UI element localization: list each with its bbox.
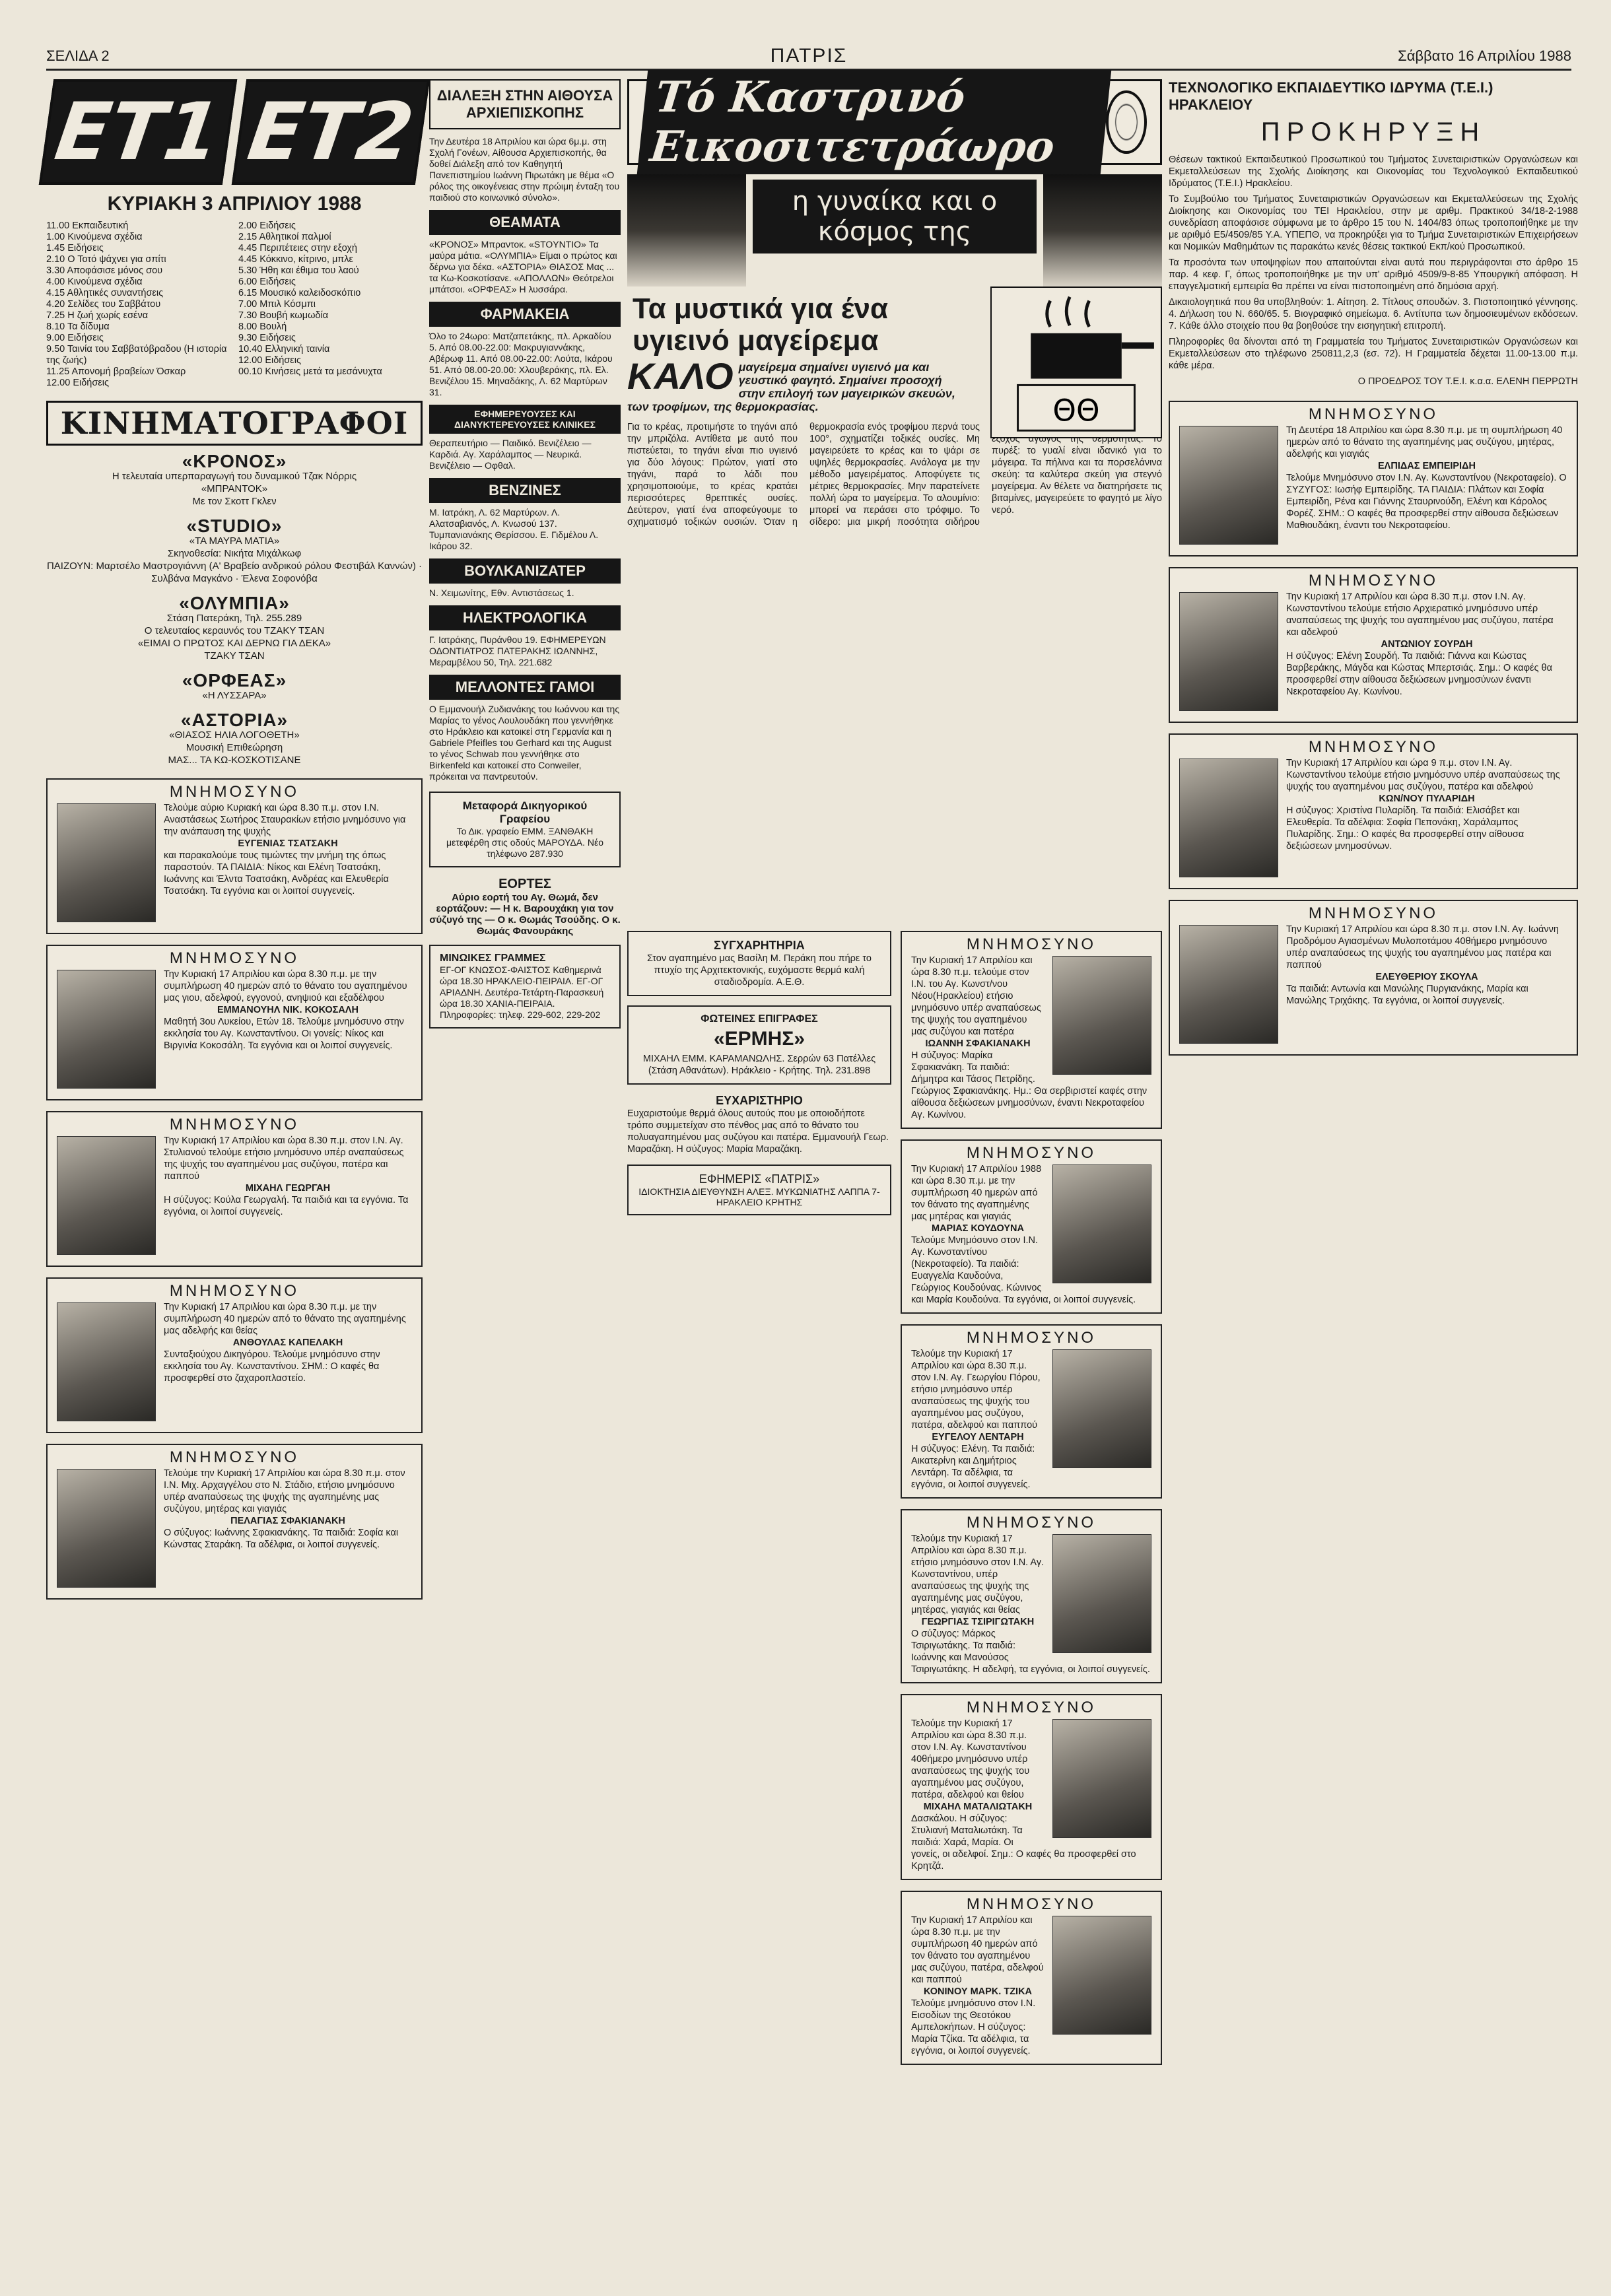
congrats-title: ΣΥΓΧΑΡΗΤΗΡΙΑ — [714, 939, 805, 952]
pharmacies-text: Όλο το 24ωρο: Ματζαπετάκης, πλ. Αρκαδίου 5. Από 08.00-22.00: Μακρυγιαννάκης, Αβέρωφ 11. Από 08.00-22.00: Λούτα, Ικάρου 51. Από 08.00-20.00: Χλουβεράκης, πλ. Ελ. Βενιζέλου 15. Μηναδάκης, Λ. 62 Μαρτύρων 31. — [429, 331, 613, 397]
memorial-name: ΕΥΓΕΝΙΑΣ ΤΣΑΤΣΑΚΗ — [238, 838, 338, 849]
et2-schedule — [238, 220, 423, 389]
memorial-heading: ΜΝΗΜΟΣΥΝΟ — [1308, 572, 1439, 590]
tv-schedule — [46, 220, 423, 389]
ferry-lines-box — [429, 945, 621, 1029]
weddings-header: ΜΕΛΛΟΝΤΕΣ ΓΑΜΟΙ — [429, 675, 621, 700]
cinema-entry — [46, 451, 423, 508]
city-seal-icon — [1106, 90, 1147, 154]
kastrino-banner — [627, 73, 1162, 172]
memorial-text: Την Κυριακή 17 Απριλίου και ώρα 8.30 π.μ. με την συμπλήρωση 40 ημερών από το θάνατο της αγαπημένης μας αδελφής και θείας — [164, 1302, 406, 1336]
women-section-header — [627, 174, 1162, 287]
ermis-text: ΜΙΧΑΗΛ ΕΜΜ. ΚΑΡΑΜΑΝΩΛΗΣ. Σερρών 63 Πατέλλες (Στάση Αθανάτων). Ηράκλειο - Κρήτης. Τηλ. 231.898 — [642, 1054, 876, 1076]
tv-program-line: 9.00 Ειδήσεις — [46, 333, 104, 343]
tv-program-line: 6.15 Μουσικό καλειδοσκόπιο — [238, 288, 361, 298]
memorial-notice — [1169, 733, 1578, 889]
name-days-title: ΕΟΡΤΕΣ — [498, 877, 551, 891]
memorial-name: ΕΥΓΕΛΟΥ ΛΕΝΤΑΡΗ — [932, 1432, 1024, 1442]
memorial-text: Την Κυριακή 17 Απριλίου και ώρα 8.30 π.μ. στον Ι.Ν. Αγ. Ιωάννη Προδρόμου Αγιασμένων Μυλοποτάμου 40θήμερο μνημόσυνο υπέρ αναπαύσεως της ψυχής του αγαπημένου μας πατέρα και παππού — [1286, 924, 1559, 970]
cinema-line: «ΜΠΡΑΝΤΟΚ» — [201, 483, 268, 494]
memorial-notice — [901, 1891, 1162, 2065]
memorial-notice — [1169, 900, 1578, 1056]
ermis-ad — [627, 1005, 891, 1085]
memorial-family: Τελούμε Μνημόσυνο στον Ι.Ν. Αγ. Κωνσταντίνου (Νεκροταφείο). Ο ΣΥΖΥΓΟΣ: Ιωσήφ Εμπειρίδης. ΤΑ ΠΑΙΔΙΑ: Πλάτων και Σοφία Εμπειρίδη, Ρένα και Γιάννης Σταυρινούδη, Ελένη και Κάρολος Φορέζ. ΣΗΜ.: Ο καφές θα προσφερθεί στην αίθουσα δεξιώσεων Μαθιουδάκη, έναντι του Νεκροταφείου. — [1286, 473, 1567, 531]
cinema-entry — [46, 593, 423, 662]
memorial-photo — [1052, 1349, 1151, 1468]
memorial-text: Τελούμε την Κυριακή 17 Απριλίου και ώρα 8.30 π.μ. στον Ι.Ν. Αγ. Γεωργίου Πόρου, ετήσιο μνημόσυνο υπέρ αναπαύσεως της ψυχής του αγαπημένου μας συζύγου, πατέρα, αδελφού και παππού — [911, 1349, 1041, 1431]
memorial-name: ΑΝΘΟΥΛΑΣ ΚΑΠΕΛΑΚΗ — [232, 1337, 343, 1348]
cinema-line: «ΘΙΑΣΟΣ ΗΛΙΑ ΛΟΓΟΘΕΤΗ» — [169, 729, 300, 741]
memorial-heading: ΜΝΗΜΟΣΥΝΟ — [1308, 738, 1439, 756]
weddings-text: Ο Εμμανουήλ Ζυδιανάκης του Ιωάννου και της Μαρίας το γένος Λουλουδάκη που γεννήθηκε στο Ηράκλειο και κατοικεί στη Γερμανία και η Gabriele Pfeifles του Gerhard και της August το γένος Schwab που γεννήθηκε στο Birkenfeld και κατοικεί στο Conweiler, πρόκειται να παντρευτούν. — [429, 704, 620, 782]
ferry-lines-title: ΜΙΝΩΙΚΕΣ ΓΡΑΜΜΕΣ — [440, 953, 546, 964]
memorial-heading: ΜΝΗΜΟΣΥΝΟ — [966, 1514, 1097, 1532]
announcement-signature: Ο ΠΡΟΕΔΡΟΣ ΤΟΥ Τ.Ε.Ι. κ.α.α. ΕΛΕΝΗ ΠΕΡΡΩΤΗ — [1357, 376, 1578, 387]
column-4 — [1169, 79, 1578, 2276]
memorial-family: Η σύζυγος: Χριστίνα Πυλαρίδη. Τα παιδιά: Ελισάβετ και Ελευθερία. Τα αδέλφια: Σοφία Πεπονάκη, Χαράλαμπος Πυλαρίδης. Σημ.: Ο καφές θα προσφερθεί στην αίθουσα δεξιώσεων μνημοσύνων. — [1286, 805, 1525, 852]
tv-program-line: 12.00 Ειδήσεις — [238, 355, 301, 366]
memorial-photo — [1179, 426, 1278, 545]
memorial-notice — [46, 1111, 423, 1267]
page-number: ΣΕΛΙΔΑ 2 — [46, 48, 110, 64]
memorial-name: ΙΩΑΝΝΗ ΣΦΑΚΙΑΝΑΚΗ — [925, 1038, 1031, 1049]
memorial-photo — [1052, 1534, 1151, 1653]
memorial-text: Τη Δευτέρα 18 Απριλίου και ώρα 8.30 π.μ. με τη συμπλήρωση 40 ημερών από το θάνατο της αγαπημένης μας συζύγου, μητέρας, αδελφής και γιαγιάς — [1286, 425, 1563, 459]
memorial-heading: ΜΝΗΜΟΣΥΝΟ — [966, 1895, 1097, 1913]
memorial-name: ΑΝΤΩΝΙΟΥ ΣΟΥΡΔΗ — [1381, 639, 1473, 650]
tv-program-line: 1.00 Κινούμενα σχέδια — [46, 232, 143, 242]
memorial-text: Την Κυριακή 17 Απριλίου και ώρα 8.30 π.μ. με την συμπλήρωση 40 ημερών από το θάνατο του αγαπημένου μας γιου, αδελφού, εγγονού, ανηψιού και εξαδέλφου — [164, 969, 407, 1003]
memorial-photo — [57, 803, 156, 922]
lecture-title: ΔΙΑΛΕΞΗ ΣΤΗΝ ΑΙΘΟΥΣΑ ΑΡΧΙΕΠΙΣΚΟΠΗΣ — [429, 79, 621, 129]
memorial-family: Η σύζυγος: Μαρίκα Σφακιανάκη. Τα παιδιά: Δήμητρα και Τάσος Πετρίδης. Γεώργιος Σφακιανάκης. Ημ.: Θα σερβιριστεί καφές στην αίθουσα δεξιώσεων μνημοσύνων, έναντι Νεκροταφείου Αγ. Κωνίνου. — [911, 1050, 1148, 1120]
patris-text: ΙΔΙΟΚΤΗΣΙΑ ΔΙΕΥΘΥΝΣΗ ΑΛΕΞ. ΜΥΚΩΝΙΑΤΗΣ ΛΑΠΠΑ 7-ΗΡΑΚΛΕΙΟ ΚΡΗΤΗΣ — [638, 1186, 880, 1207]
memorial-text: Την Κυριακή 17 Απριλίου και ώρα 8.30 π.μ. με την συμπλήρωση 40 ημερών από τον θάνατο του αγαπημένου μας συζύγου, πατέρα, αδελφού και παππού — [911, 1915, 1044, 1985]
cinema-line: ΤΖΑΚΥ ΤΣΑΝ — [204, 650, 265, 661]
cinema-name: «ΚΡΟΝΟΣ» — [182, 451, 287, 471]
tv-program-line: 00.10 Κινήσεις μετά τα μεσάνυχτα — [238, 366, 382, 377]
clinics-text: Θεραπευτήριο — Παιδικό. Βενιζέλειο — Καρδιά. Αγ. Χαράλαμπος — Νευρικά. Βενιζέλειο — Οφθαλ. — [429, 438, 592, 471]
tv-program-line: 9.50 Ταινία του Σαββατόβραδου (Η ιστορία της ζωής) — [46, 344, 227, 366]
portrait-left — [627, 174, 746, 287]
announcement-p5: Πληροφορίες θα δίνονται από τη Γραμματεία του Τμήματος Συνεταιριστικών Οργανώσεων και Εκμεταλλεύσεων στο τηλέφωνο 250811,2,3 (εσ. 72). Η Γραμματεία δέχεται 11.00-13.00 π.μ. κάθε μέρα. — [1169, 337, 1578, 371]
office-move-notice — [429, 792, 621, 867]
tv-program-line: 3.30 Αποφάσισε μόνος σου — [46, 265, 163, 276]
tv-program-line: 10.40 Ελληνική ταινία — [238, 344, 330, 355]
cinema-entry — [46, 670, 423, 702]
announcement-title: ΠΡΟΚΗΡΥΞΗ — [1260, 118, 1486, 147]
ferry-lines-text: ΕΓ-ΟΓ ΚΝΩΣΟΣ-ΦΑΙΣΤΟΣ Καθημερινά ώρα 18.30 ΗΡΑΚΛΕΙΟ-ΠΕΙΡΑΙΑ. ΕΓ-ΟΓ ΑΡΙΑΔΝΗ. Δευτέρα-Τετάρτη-Παρασκευή ώρα 18.30 ΧΑΝΙΑ-ΠΕΙΡΑΙΑ. Πληροφορίες: τηλεφ. 229-602, 229-202 — [440, 964, 604, 1020]
cinema-line: ΜΑΣ... ΤΑ ΚΩ-ΚΟΣΚΟΤΙΣΑΝΕ — [168, 755, 301, 766]
memorial-family: Η σύζυγος: Ελένη. Τα παιδιά: Αικατερίνη και Δημήτριος Λεντάρη. Τα αδέλφια, τα εγγόνια, οι λοιποί συγγενείς. — [911, 1444, 1035, 1490]
memorial-photo — [1179, 592, 1278, 711]
electricians-header: ΗΛΕΚΤΡΟΛΟΓΙΚΑ — [429, 605, 621, 630]
patris-ad — [627, 1165, 891, 1215]
memorial-family: Η σύζυγος: Κούλα Γεωργαλή. Τα παιδιά και τα εγγόνια. Τα εγγόνια, οι λοιποί συγγενείς. — [164, 1195, 409, 1217]
memorial-text: Τελούμε την Κυριακή 17 Απριλίου και ώρα 8.30 π.μ. στον Ι.Ν. Αγ. Κωνσταντίνου 40θήμερο μνημόσυνο υπέρ αναπαύσεως της ψυχής του αγαπημένου μας συζύγου, πατέρα, αδελφού και θείου — [911, 1718, 1030, 1800]
office-move-text: Το Δικ. γραφείο ΕΜΜ. ΞΑΝΘΑΚΗ μετεφέρθη στις οδούς ΜΑΡΟΥΔΑ. Νέο τηλέφωνο 287.930 — [446, 826, 604, 859]
memorial-heading: ΜΝΗΜΟΣΥΝΟ — [169, 783, 300, 801]
memorial-heading: ΜΝΗΜΟΣΥΝΟ — [1308, 405, 1439, 423]
clinics-header: ΕΦΗΜΕΡΕΥΟΥΣΕΣ ΚΑΙ ΔΙΑΝΥΚΤΕΡΕΥΟΥΣΕΣ ΚΛΙΝΙΚΕΣ — [429, 405, 621, 434]
cooking-pot-icon — [990, 287, 1162, 438]
congrats-box — [627, 931, 891, 996]
memorial-photo — [57, 1136, 156, 1255]
memorial-name: ΜΑΡΙΑΣ ΚΟΥΔΟΥΝΑ — [931, 1223, 1024, 1234]
memorial-text: Την Κυριακή 17 Απριλίου και ώρα 8.30 π.μ. στον Ι.Ν. Αγ. Κωνσταντίνου τελούμε ετήσιο Αρχιερατικό μνημόσυνο υπέρ αναπαύσεως της ψυχής του αγαπημένου μας συζύγου, πατέρα και αδελφού — [1286, 591, 1554, 638]
lecture-text: Την Δευτέρα 18 Απριλίου και ώρα 6μ.μ. στη Σχολή Γονέων, Αίθουσα Αρχιεπισκοπής, θα δοθεί Διάλεξη από τον Καθηγητή Πανεπιστημίου Ιωάννη Πιρωτάκη με θέμα «Ο ρόλος της οικογένειας στην πρώιμη ένταξη του παιδιού στο κοινωνικό σύνολο». — [429, 136, 620, 203]
tv-program-line: 7.00 Μπιλ Κόσμπι — [238, 299, 316, 310]
thanks-title: ΕΥΧΑΡΙΣΤΗΡΙΟ — [716, 1094, 803, 1107]
tire-shops-text: Ν. Χειμωνίτης, Εθν. Αντιστάσεως 1. — [429, 588, 574, 598]
memorial-family: Ο σύζυγος: Ιωάννης Σφακιανάκης. Τα παιδιά: Σοφία και Κώνστας Σταράκη. Τα αδέλφια, οι λοιποί συγγενείς. — [164, 1528, 399, 1550]
tv-program-line: 9.30 Ειδήσεις — [238, 333, 296, 343]
cinema-entry — [46, 516, 423, 585]
column-1 — [46, 79, 423, 2276]
memorial-list-col1 — [46, 778, 423, 1600]
memorial-photo — [57, 1469, 156, 1588]
et1-schedule — [46, 220, 230, 389]
memorial-heading: ΜΝΗΜΟΣΥΝΟ — [169, 949, 300, 967]
tv-program-line: 7.25 Η ζωή χωρίς εσένα — [46, 310, 149, 321]
cinema-line: Μουσική Επιθεώρηση — [186, 742, 283, 753]
memorial-notice — [901, 1139, 1162, 1314]
tv-program-line: 1.45 Ειδήσεις — [46, 243, 104, 253]
tv-program-line: 7.30 Βουβή κωμωδία — [238, 310, 329, 321]
electricians-text: Γ. Ιατράκης, Πυράνθου 19. ΕΦΗΜΕΡΕΥΩΝ ΟΔΟΝΤΙΑΤΡΟΣ ΠΑΤΕΡΑΚΗΣ ΙΩΑΝΝΗΣ, Μεραμβέλου 50, Τηλ. 221.682 — [429, 634, 606, 667]
institution-name: ΤΕΧΝΟΛΟΓΙΚΟ ΕΚΠΑΙΔΕΥΤΙΚΟ ΙΔΡΥΜΑ (Τ.Ε.Ι.) ΗΡΑΚΛΕΙΟΥ — [1169, 79, 1493, 113]
memorial-notice — [901, 1324, 1162, 1499]
memorial-notice — [901, 1694, 1162, 1880]
tv-program-line: 4.15 Αθλητικές συναντήσεις — [46, 288, 164, 298]
memorial-notice — [901, 1509, 1162, 1683]
cinema-line: «Η ΛΥΣΣΑΡΑ» — [202, 690, 267, 701]
patris-title: ΕΦΗΜΕΡΙΣ «ΠΑΤΡΙΣ» — [699, 1172, 820, 1186]
tv-logos — [46, 79, 423, 185]
tei-announcement — [1169, 79, 1578, 388]
column-2 — [429, 79, 621, 2276]
tv-program-line: 8.10 Τα δίδυμα — [46, 321, 110, 332]
tv-program-line: 4.45 Περιπέτειες στην εξοχή — [238, 243, 357, 253]
memorial-photo — [1052, 956, 1151, 1075]
memorial-photo — [1179, 925, 1278, 1044]
cinema-line: Στάση Πατεράκη, Τηλ. 255.289 — [166, 613, 302, 624]
et1-logo: ΕΤ1 — [39, 79, 237, 185]
cinema-name: «ΟΡΦΕΑΣ» — [182, 670, 287, 691]
tv-program-line: 6.00 Ειδήσεις — [238, 277, 296, 287]
memorial-family: Μαθητή 3ου Λυκείου, Ετών 18. Τελούμε μνημόσυνο στην εκκλησία του Αγ. Κωνσταντίνου. Οι γονείς: Νίκος και Βιργινία Κοκοσάλη. Τα εγγόνια και οι λοιποί συγγενείς. — [164, 1017, 404, 1051]
memorial-text: Την Κυριακή 17 Απριλίου και ώρα 8.30 π.μ. τελούμε στον Ι.Ν. του Αγ. Κωνστ/νου Νέου(Ηρακλείου) ετήσιο μνημόσυνο υπέρ αναπαύσεως της ψυχής του αγαπημένου μας συζύγου και πατέρα — [911, 955, 1041, 1037]
memorial-heading: ΜΝΗΜΟΣΥΝΟ — [1308, 904, 1439, 922]
column-3 — [627, 73, 1162, 2276]
memorial-list-col4 — [1169, 401, 1578, 1056]
memorial-family: Συνταξιούχου Δικηγόρου. Τελούμε μνημόσυνο στην εκκλησία του Αγ. Κωνσταντίνου. ΣΗΜ.: Ο καφές θα προσφερθεί στο ζαχαροπλαστείο. — [164, 1349, 380, 1384]
gas-stations-header: ΒΕΝΖΙΝΕΣ — [429, 478, 621, 503]
memorial-family: Τελούμε Μνημόσυνο στον Ι.Ν. Αγ. Κωνσταντίνου (Νεκροταφείο). Τα παιδιά: Ευαγγελία Καυδούνα, Γεώργιος Κουδούνας. Κώνινος και Μαρία Κουδούνα. Τα εγγόνια, οι λοιποί συγγενείς. — [911, 1235, 1136, 1305]
memorial-text: Τελούμε την Κυριακή 17 Απριλίου και ώρα 8.30 π.μ. ετήσιο μνημόσυνο στον Ι.Ν. Αγ. Κωνσταντίνου, υπέρ αναπαύσεως της ψυχής της αγαπημένης μας συζύγου, μητέρας, γιαγιάς και θείας — [911, 1534, 1045, 1615]
ermis-head: ΦΩΤΕΙΝΕΣ ΕΠΙΓΡΑΦΕΣ — [701, 1013, 818, 1025]
memorial-family: Δασκάλου. Η σύζυγος: Στυλιανή Ματαλιωτάκη. Τα παιδιά: Χαρά, Μαρία. Οι γονείς, οι αδελφοί. Σημ.: Ο καφές θα προσφερθεί στο Κρητζά. — [911, 1813, 1136, 1872]
office-move-title: Μεταφορά Δικηγορικού Γραφείου — [462, 799, 588, 825]
thanks-text: Ευχαριστούμε θερμά όλους αυτούς που με οποιοδήποτε τρόπο συμμετείχαν στο πένθος μας από το θάνατο του πολυαγαπημένου μας συζύγου και πατέρα. Εμμανουήλ Γεωρ. Μαραζάκη. Η σύζυγος: Μαρία Μαραζάκη. — [627, 1108, 889, 1155]
tv-program-line: 2.00 Ειδήσεις — [238, 220, 296, 231]
congrats-text: Στον αγαπημένο μας Βασίλη Μ. Περάκη που πήρε το πτυχίο της Αρχιτεκτονικής, ευχόμαστε θερμά καλή σταδιοδρομία. Α.Ε.Θ. — [647, 953, 872, 988]
memorial-text: Την Κυριακή 17 Απριλίου 1988 και ώρα 8.30 π.μ. με την συμπλήρωση 40 ημερών από τον θάνατο της αγαπημένης μας μητέρας και γιαγιάς — [911, 1164, 1042, 1222]
theamata-text: «ΚΡΟΝΟΣ» Μπραντοκ. «STOYNTIO» Τα μαύρα μάτια. «ΟΛΥΜΠΙΑ» Είμαι ο πρώτος και δέρνω για δέκα. «ΑΣΤΟΡΙΑ» ΘΙΑΣΟΣ Μας ... τα Κω-Κοσκοτίσανε. «ΑΠΟΛΛΩΝ» Θεότρελοι μπάτσοι. «ΟΡΦΕΑΣ» Η λυσσάρα. — [429, 239, 617, 294]
cinema-line: ΠΑΙΖΟΥΝ: Μαρτσέλο Μαστρογιάννη (Α' Βραβείο ανδρικού ρόλου Φεστιβάλ Καννών) · Συλβάνα Μαγκάνο · Έλενα Σοφονόβα — [46, 560, 423, 584]
tv-program-line: 4.00 Κινούμενα σχέδια — [46, 277, 143, 287]
memorial-photo — [57, 1302, 156, 1421]
memorial-name: ΕΜΜΑΝΟΥΗΛ ΝΙΚ. ΚΟΚΟΣΑΛΗ — [217, 1005, 359, 1015]
cinema-line: Με τον Σκοττ Γκλεν — [192, 496, 277, 507]
article-body: Για το κρέας, προτιμήστε το τηγάνι από την μπριζόλα. Αντίθετα με αυτό που πιστεύεται, το τηγάνι είναι πιο υγιεινό για δύο λόγους: Πρώτον, γιατί στο τηγάνι, παρά το λάδι που χρησιμοποιούμε, το κρέας κρατάει περισσότερες θρεπτικές ουσίες. Δεύτερον, γιατί ένα αποφεύγουμε το σχηματισμό τοξικών ουσιών. Όταν η θερμοκρασία ενός τροφίμου περνά τους 100°, σχηματίζει τοξικές ουσίες. Μη μαγειρεύετε το κρέας και το ψάρι σε υψηλές θερμοκρασίες. Ανάλογα με την μέθοδο μαγειρέματος. Αποφύγετε τις μέτριες θερμοκρασίες. Μην παρατείνετε πολλή ώρα το μαγείρεμα. Το αλουμίνιο: μπορεί να περάσει στο τρόφιμο. Το σίδερο: μια μικρή ποσότητα σιδήρου περνάει στα τρόφιμα. Ο χαλκός: είναι έξοχος αγωγός της θερμότητας. Το πυρέξ: το γυαλί είναι ιδανικό για το μάγειρα. Τα πήλινα και τα πορσελάνινα σκεύη: τα καλύτερα σκεύη για στεγνό μαγείρεμα. Αν θέλετε να διατηρήσετε τις βιταμίνες, μαγειρεύετε το φαγητό με λίγο νερό. — [627, 422, 1162, 527]
cinema-line: «ΕΙΜΑΙ Ο ΠΡΩΤΟΣ ΚΑΙ ΔΕΡΝΩ ΓΙΑ ΔΕΚΑ» — [137, 638, 331, 649]
memorial-text: Την Κυριακή 17 Απριλίου και ώρα 9 π.μ. στον Ι.Ν. Αγ. Κωνσταντίνου τελούμε ετήσιο μνημόσυνο υπέρ αναπαύσεως της ψυχής του αγαπημένου μας συζύγου, πατέρα και αδελφού — [1286, 758, 1560, 792]
tv-program-line: 11.25 Απονομή βραβείων Όσκαρ — [46, 366, 186, 377]
memorial-notice — [46, 778, 423, 934]
memorial-text: Τελούμε αύριο Κυριακή και ώρα 8.30 π.μ. στον Ι.Ν. Αναστάσεως Σωτήρος Σταυρακίων ετήσιο μνημόσυνο για την ανάπαυση της ψυχής — [164, 803, 406, 837]
tv-program-line: 2.15 Αθλητικοί παλμοί — [238, 232, 331, 242]
memorial-notice — [46, 1444, 423, 1600]
tire-shops-header: ΒΟΥΛΚΑΝΙΖΑΤΕΡ — [429, 558, 621, 584]
memorial-name: ΕΛΠΙΔΑΣ ΕΜΠΕΙΡΙΔΗ — [1378, 461, 1476, 471]
cinema-list — [46, 451, 423, 766]
memorial-name: ΕΛΕΥΘΕΡΙΟΥ ΣΚΟΥΛΑ — [1375, 972, 1478, 982]
memorial-family: και παρακαλούμε τους τιμώντες την μνήμη της όπως παραστούν. ΤΑ ΠΑΙΔΙΑ: Νίκος και Ελένη Τσατσάκη, Ιωάννης και Έλντα Τσατσάκη, Ανδρέας και Ελευθερία Τσατσάκη. Τα εγγόνια και οι λοιποί συγγενείς. — [164, 850, 389, 896]
memorial-heading: ΜΝΗΜΟΣΥΝΟ — [966, 935, 1097, 953]
masthead: ΠΑΤΡΙΣ — [770, 45, 848, 67]
memorial-photo — [57, 970, 156, 1089]
cinema-line: Ο τελευταίος κεραυνός του ΤΖΑΚΥ ΤΣΑΝ — [144, 625, 325, 636]
svg-text:ΘΘ: ΘΘ — [1052, 393, 1100, 428]
banner-title: Τό Καστρινό Εικοσιτετράωρο — [637, 70, 1112, 174]
memorial-name: ΓΕΩΡΓΙΑΣ ΤΣΙΡΙΓΩΤΑΚΗ — [921, 1617, 1035, 1627]
tv-program-line: 5.30 Ήθη και έθιμα του λαού — [238, 265, 359, 276]
page-header — [46, 45, 1571, 71]
memorial-heading: ΜΝΗΜΟΣΥΝΟ — [966, 1329, 1097, 1347]
memorial-name: ΜΙΧΑΗΛ ΜΑΤΑΛΙΩΤΑΚΗ — [923, 1802, 1033, 1812]
ermis-name: «ΕΡΜΗΣ» — [713, 1028, 806, 1050]
cinema-name: «ΑΣΤΟΡΙΑ» — [180, 710, 289, 730]
cinema-line: Σκηνοθεσία: Νικήτα Μιχάλκωφ — [167, 548, 302, 559]
tv-program-line: 4.20 Σελίδες του Σαββάτου — [46, 299, 161, 310]
memorial-name: ΚΩΝ/ΝΟΥ ΠΥΛΑΡΙΔΗ — [1379, 793, 1475, 804]
memorial-notice — [46, 945, 423, 1100]
tv-program-line: 11.00 Εκπαιδευτική — [46, 220, 129, 231]
memorial-text: Την Κυριακή 17 Απριλίου και ώρα 8.30 π.μ. στον Ι.Ν. Αγ. Στυλιανού τελούμε ετήσιο μνημόσυνο υπέρ αναπαύσεως της ψυχής του αγαπημένου μας συζύγου, πατέρα και παππού — [164, 1135, 404, 1182]
memorial-name: ΠΕΛΑΓΙΑΣ ΣΦΑΚΙΑΝΑΚΗ — [230, 1516, 345, 1526]
pharmacies-header: ΦΑΡΜΑΚΕΙΑ — [429, 302, 621, 327]
memorial-name: ΚΟΝΙΝΟΥ ΜΑΡΚ. ΤΖΙΚΑ — [923, 1986, 1033, 1997]
tv-program-line: 12.00 Ειδήσεις — [46, 378, 109, 388]
memorial-family: Τα παιδιά: Αντωνία και Μανώλης Πυργιανάκης, Μαρία και Μανώλης Τριχάκης. Τα εγγόνια, οι λοιποί συγγενείς. — [1286, 984, 1528, 1006]
cinema-line: Η τελευταία υπερπαραγωγή του δυναμικού Τζακ Νόρρις — [112, 471, 357, 482]
tv-program-line: 4.45 Κόκκινο, κίτρινο, μπλε — [238, 254, 354, 265]
memorial-family: Τελούμε μνημόσυνο στον Ι.Ν. Εισοδίων της Θεοτόκου Αμπελοκήπων. Η σύζυγος: Μαρία Τζίκα. Τα αδέλφια, τα εγγόνια, οι λοιποί συγγενείς. — [911, 1998, 1036, 2056]
memorial-family: Η σύζυγος: Ελένη Σουρδή. Τα παιδιά: Γιάννα και Κώστας Βαρβεράκης, Μάγδα και Κώστας Μπερτσιάς. Σημ.: Ο καφές θα προσφερθεί στην αίθουσα δεξιώσεων μνημοσύνων έναντι Νεκροταφείου Αγ. Κωνίνου. — [1286, 651, 1552, 697]
memorial-notice — [1169, 567, 1578, 723]
memorial-heading: ΜΝΗΜΟΣΥΝΟ — [966, 1144, 1097, 1162]
col3-left-stack — [627, 931, 891, 2076]
cooking-article — [627, 293, 1162, 923]
announcement-p2: Το Συμβούλιο του Τμήματος Συνεταιριστικών Οργανώσεων και Εκμεταλλεύσεων της Σχολής Διοίκησης και Οικονομίας του ΤΕΙ Ηρακλείου, στην με αριθμ. Πρακτικού 34/18-2-1988 συνεδρίαση αποφάσισε σύμφωνα με το άρθρο 15 του Ν. 1404/83 όπως τροποποιήθηκε με την με αριθμό Ε5/4509/85 Υ.Α. ΥΠΕΠΘ, να προκηρύξει για το Τμήμα Συνεταιριστικών Επιχειρήσεων και Νομικών Μαθημάτων τις παρακάτω κενές θέσεις τακτικού Εκπ/κού Προσωπικού. — [1169, 194, 1578, 252]
memorial-photo — [1179, 759, 1278, 877]
announcement-p1: Θέσεων τακτικού Εκπαιδευτικού Προσωπικού του Τμήματος Συνεταιριστικών Οργανώσεων και Εκμεταλλεύσεων της Σχολής Διοίκησης και Οικονομίας του Τεχνολογικού Εκπαιδευτικού Ιδρύματος (Τ.Ε.Ι.) Ηρακλείου. — [1169, 154, 1578, 189]
issue-date: Σάββατο 16 Απριλίου 1988 — [1398, 48, 1571, 64]
memorial-notice — [901, 931, 1162, 1129]
memorial-heading: ΜΝΗΜΟΣΥΝΟ — [169, 1282, 300, 1300]
memorial-heading: ΜΝΗΜΟΣΥΝΟ — [966, 1699, 1097, 1716]
memorial-photo — [1052, 1165, 1151, 1283]
memorial-name: ΜΙΧΑΗΛ ΓΕΩΡΓΑΗ — [245, 1183, 331, 1194]
tv-program-line: 8.00 Βουλή — [238, 321, 287, 332]
et2-logo: ΕΤ2 — [232, 79, 430, 185]
tv-program-line: 2.10 Ο Τοτό ψάχνει για σπίτι — [46, 254, 166, 265]
memorial-photo — [1052, 1916, 1151, 2035]
theamata-header: ΘΕΑΜΑΤΑ — [429, 210, 621, 235]
name-days-text: Αύριο εορτή του Αγ. Θωμά, δεν εορτάζουν: — Η κ. Βαρουχάκη για τον σύζυγό της — Ο κ. Θωμάς Τσούδης. Ο κ. Θωμάς Φανουράκης — [429, 892, 621, 937]
memorial-text: Τελούμε την Κυριακή 17 Απριλίου και ώρα 8.30 π.μ. στον Ι.Ν. Μιχ. Αρχαγγέλου στο Ν. Στάδιο, ετήσιο μνημόσυνο υπέρ αναπαύσεως της ψυχής της αγαπημένης μας συζύγου, μητέρας και γιαγιάς — [164, 1468, 405, 1514]
cinema-name: «ΟΛΥΜΠΙΑ» — [179, 593, 290, 613]
memorial-photo — [1052, 1719, 1151, 1838]
cinema-line: «ΤΑ ΜΑΥΡΑ ΜΑΤΙΑ» — [189, 535, 280, 547]
memorial-notice — [46, 1277, 423, 1433]
memorial-list-col3 — [901, 931, 1162, 2076]
memorial-notice — [1169, 401, 1578, 557]
gas-stations-text: Μ. Ιατράκη, Λ. 62 Μαρτύρων. Λ. Αλατσαβιανός, Λ. Κνωσού 137. Τυμπανιανάκης Θερίσσου. Ε. Γιδμέλου Λ. Ικάρου 32. — [429, 507, 599, 551]
memorial-family: Ο σύζυγος: Μάρκος Τσιριγωτάκης. Τα παιδιά: Ιωάννης και Μανούσος Τσιριγωτάκης. Η αδελφή, τα εγγόνια, οι λοιποί συγγενείς. — [911, 1629, 1150, 1675]
cinema-title: ΚΙΝΗΜΑΤΟΓΡΑΦΟΙ — [46, 401, 423, 446]
article-title: Τα μυστικά για ένα υγιεινό μαγείρεμα — [633, 292, 889, 356]
announcement-p3: Τα προσόντα των υποψηφίων που απαιτούνται είναι αυτά που περιγράφονται στο άρθρο 15 παρ. 4 κεφ. Γ, όπως τροποποιήθηκε με την υπ' αριθμό 4509/9-8-85 Υπουργική απόφαση. Η επαγγελματική εμπειρία θα πρέπει να είναι πιστοποιημένη από δημόσια αρχή. — [1169, 257, 1578, 292]
women-section-title: η γυναίκα και ο κόσμος της — [753, 180, 1037, 253]
cinema-name: «STUDIO» — [186, 516, 283, 536]
memorial-heading: ΜΝΗΜΟΣΥΝΟ — [169, 1116, 300, 1133]
article-lead: ΚΑΛΟ μαγείρεμα σημαίνει υγιεινό μα και γευστικό φαγητό. Σημαίνει προσοχή στην επιλογή των μαγειρικών σκευών, των τροφίμων, της θερμοκρασίας. — [627, 355, 955, 413]
tv-day-title: ΚΥΡΙΑΚΗ 3 ΑΠΡΙΛΙΟΥ 1988 — [107, 193, 362, 215]
portrait-right — [1043, 174, 1162, 287]
announcement-p4: Δικαιολογητικά που θα υποβληθούν: 1. Αίτηση. 2. Τίτλους σπουδών. 3. Πιστοποιητικό γέννησης. 4. Δήλωση του Ν. 660/65. 5. Βιογραφικό σημείωμα. 6. Αντίτυπα των δημοσιευμένων εκδόσεων. 7. Κάθε άλλο στοιχείο που θα βοηθούσε την εισηγητική επιτροπή. — [1169, 297, 1578, 331]
memorial-heading: ΜΝΗΜΟΣΥΝΟ — [169, 1448, 300, 1466]
cinema-entry — [46, 710, 423, 766]
